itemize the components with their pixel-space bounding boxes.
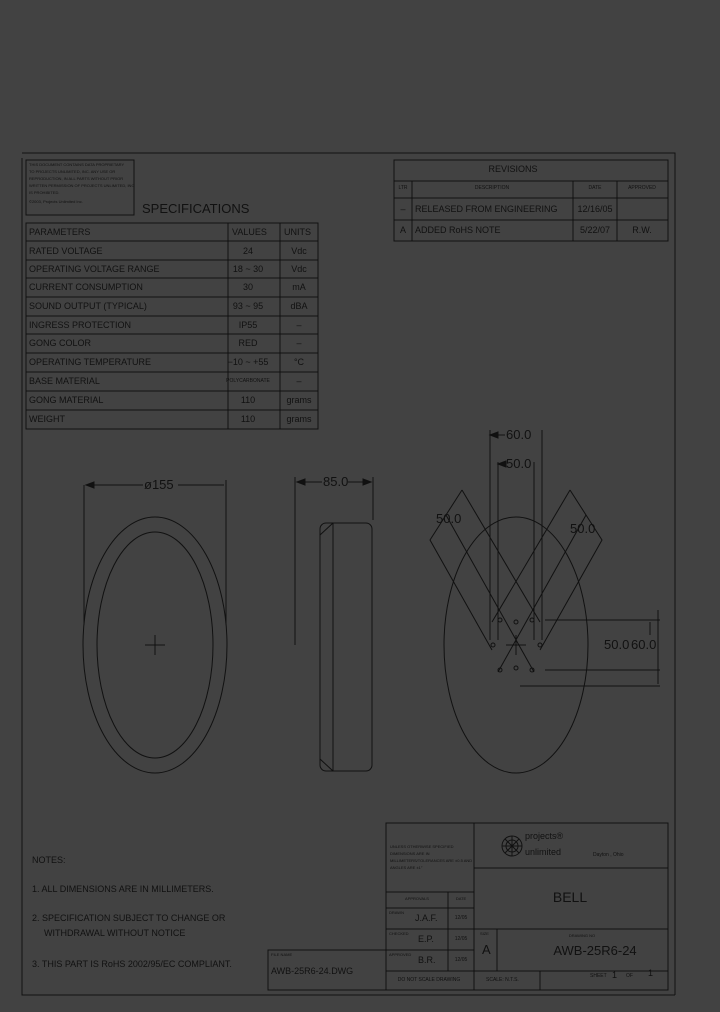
- spec-header-value: VALUES: [232, 227, 267, 237]
- disclaimer-line: REPRODUCTION, IN ALL PARTS WITHOUT PRIOR: [29, 176, 124, 181]
- side-view: [295, 474, 373, 771]
- spec-value: 110: [240, 395, 256, 405]
- approval-name: E.P.: [418, 934, 434, 944]
- approvals-date-label: DATE: [455, 896, 467, 901]
- file-name: AWB-25R6-24.DWG: [271, 966, 354, 976]
- spec-param: INGRESS PROTECTION: [29, 320, 132, 330]
- spec-unit: °C: [293, 357, 305, 367]
- spec-unit: Vdc: [291, 264, 307, 274]
- disclaimer-line: THIS DOCUMENT CONTAINS DATA PROPRIETARY: [29, 162, 125, 167]
- file-name-label: FILE NAME: [271, 952, 293, 957]
- spec-param: BASE MATERIAL: [29, 376, 100, 386]
- spec-value: IP55: [238, 320, 258, 330]
- disclaimer-line: WRITTEN PERMISSION OF PROJECTS UNLIMITED, INC: [29, 183, 135, 188]
- spec-unit: grams: [286, 395, 312, 405]
- side-body: [320, 523, 372, 771]
- scale-label: SCALE: N.T.S.: [486, 977, 519, 983]
- size-value: A: [482, 942, 491, 957]
- dim-back-inner-width: 50.0: [506, 456, 532, 471]
- rev-ltr: –: [400, 204, 406, 214]
- spec-value: 24: [242, 246, 254, 256]
- company-name-line1: projects®: [525, 831, 564, 841]
- disclaimer-line: IS PROHIBITED.: [29, 190, 60, 195]
- spec-unit: grams: [286, 414, 312, 424]
- spec-param: CURRENT CONSUMPTION: [29, 282, 143, 292]
- spec-unit: –: [296, 320, 302, 330]
- rev-approved: R.W.: [632, 225, 652, 235]
- rev-header-approved: APPROVED: [628, 185, 656, 191]
- spec-unit: Vdc: [291, 246, 307, 256]
- approval-role: DRAWN: [389, 910, 404, 915]
- dim-back-outer-width: 60.0: [506, 427, 532, 442]
- rev-date: 12/16/05: [577, 204, 613, 214]
- spec-unit: –: [296, 376, 302, 386]
- note-item: WITHDRAWAL WITHOUT NOTICE: [44, 928, 186, 938]
- approval-role: CHECKED: [389, 931, 409, 936]
- dim-back-diag-left: 50.0: [436, 511, 462, 526]
- drawing-no-label: DRAWING NO: [568, 933, 596, 938]
- note-item: 1. ALL DIMENSIONS ARE IN MILLIMETERS.: [32, 884, 214, 894]
- spec-param: OPERATING TEMPERATURE: [29, 357, 152, 367]
- company-location: Dayton , Ohio: [593, 852, 624, 858]
- tolerance-note: UNLESS OTHERWISE SPECIFIED: [390, 844, 454, 849]
- spec-value: 18 ~ 30: [232, 264, 264, 274]
- approval-role: APPROVED: [389, 952, 412, 957]
- spec-value: 93 ~ 95: [232, 301, 264, 311]
- revisions-title: REVISIONS: [488, 164, 538, 174]
- company-name-line2: unlimited: [525, 847, 562, 857]
- dim-back-diag-right: 50.0: [570, 521, 596, 536]
- approval-name: B.R.: [418, 955, 436, 965]
- notes-heading: NOTES:: [32, 855, 66, 865]
- disclaimer-line: ©2003, Projects Unlimited Inc.: [29, 199, 83, 204]
- rev-ltr: A: [399, 225, 407, 235]
- spec-param: WEIGHT: [29, 414, 65, 424]
- rev-date: 5/22/07: [579, 225, 611, 235]
- spec-param: GONG COLOR: [29, 338, 92, 348]
- dim-back-inner-height: 50.0: [604, 637, 630, 652]
- back-view: [430, 427, 660, 773]
- spec-value: 110: [240, 414, 256, 424]
- spec-value: 30: [242, 282, 254, 292]
- rev-header-ltr: LTR: [398, 185, 408, 191]
- note-item: 2. SPECIFICATION SUBJECT TO CHANGE OR: [32, 913, 226, 923]
- spec-param: GONG MATERIAL: [29, 395, 104, 405]
- spec-param: OPERATING VOLTAGE RANGE: [29, 264, 160, 274]
- sheet-total: 1: [648, 968, 654, 978]
- rev-desc: ADDED RoHS NOTE: [415, 225, 501, 235]
- rev-header-date: DATE: [588, 185, 602, 191]
- sheet-number: 1: [612, 970, 618, 980]
- spec-param: RATED VOLTAGE: [29, 246, 103, 256]
- dim-side-depth: 85.0: [323, 474, 349, 489]
- drawing-no: AWB-25R6-24: [553, 943, 637, 958]
- dim-back-outer-height: 60.0: [631, 637, 657, 652]
- spec-param: SOUND OUTPUT (TYPICAL): [29, 301, 147, 311]
- disclaimer-line: TO PROJECTS UNLIMITED, INC. ANY USE OR: [29, 169, 116, 174]
- of-label: OF: [626, 973, 633, 979]
- spec-unit: mA: [292, 282, 306, 292]
- specifications-heading: SPECIFICATIONS: [142, 201, 250, 216]
- size-label: SIZE: [480, 931, 489, 936]
- approval-date: 12/05: [454, 957, 468, 963]
- approval-date: 12/05: [454, 915, 468, 921]
- sheet-border: [22, 153, 675, 995]
- rev-header-desc: DESCRIPTION: [474, 185, 510, 191]
- tolerance-note: DIMENSIONS ARE IN: [390, 851, 430, 856]
- spec-value: RED: [238, 338, 258, 348]
- spec-value: −10 ~ +55: [227, 357, 269, 367]
- approval-name: J.A.F.: [415, 913, 438, 923]
- spec-unit: –: [296, 338, 302, 348]
- spec-unit: dBA: [290, 301, 308, 311]
- company-logo-mark: [502, 836, 522, 856]
- rev-desc: RELEASED FROM ENGINEERING: [415, 204, 558, 214]
- dim-front-diameter: ø155: [144, 477, 174, 492]
- spec-header-param: PARAMETERS: [29, 227, 91, 237]
- tolerance-note: MILLIMETERS/TOLERANCES ARE ±0.5 AND: [390, 858, 473, 863]
- do-not-scale: DO NOT SCALE DRAWING: [397, 977, 461, 983]
- note-item: 3. THIS PART IS RoHS 2002/95/EC COMPLIANT.: [32, 959, 232, 969]
- sheet-label: SHEET: [590, 973, 607, 979]
- tolerance-note: ANGLES ARE ±1°: [390, 865, 423, 870]
- front-view: [83, 477, 227, 773]
- approvals-label: APPROVALS: [405, 896, 429, 901]
- approval-date: 12/05: [454, 936, 468, 942]
- spec-value: POLYCARBONATE: [226, 378, 270, 384]
- spec-header-unit: UNITS: [284, 227, 311, 237]
- drawing-title: BELL: [552, 889, 588, 905]
